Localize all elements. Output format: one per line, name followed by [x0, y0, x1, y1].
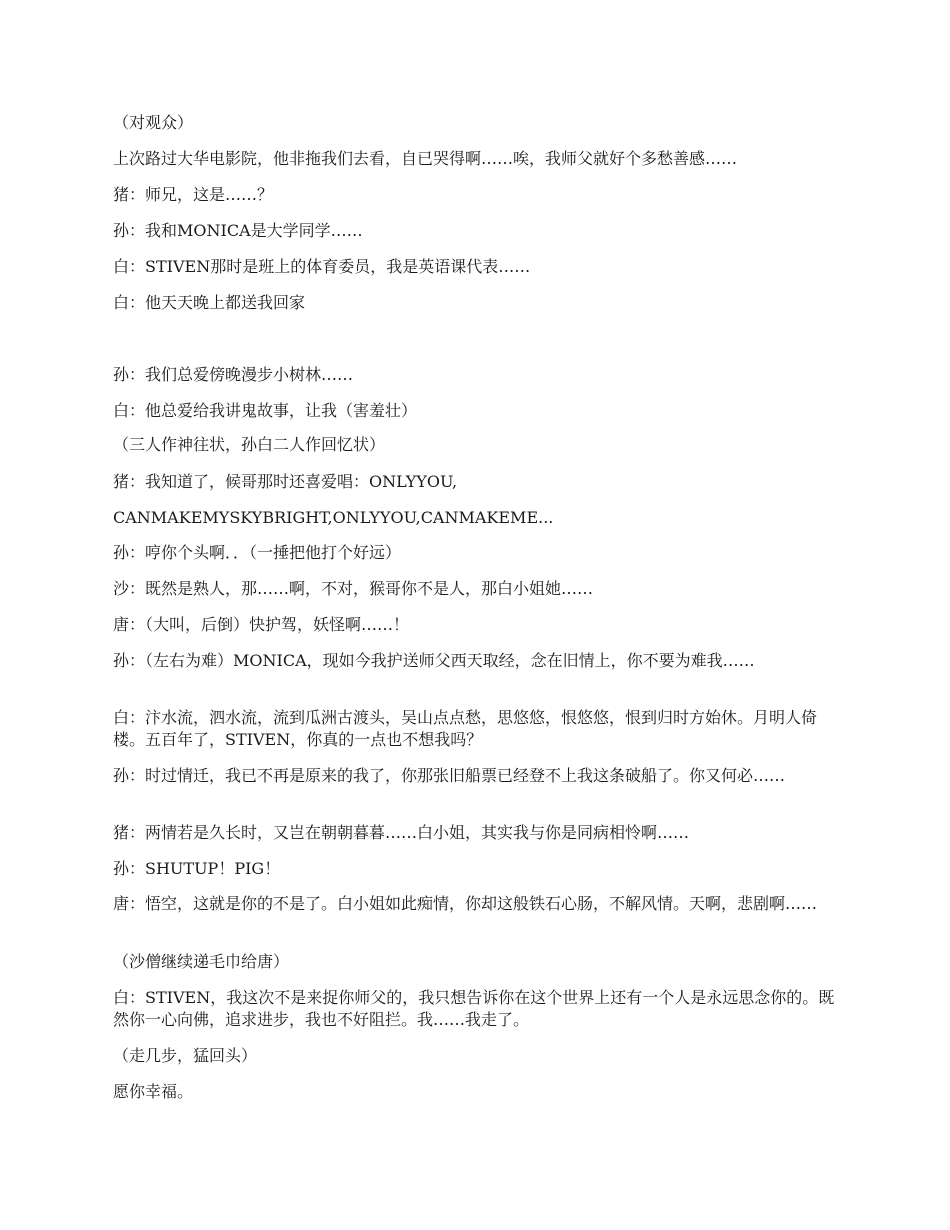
script-line: 孙：时过情迁，我已不再是原来的我了，你那张旧船票已经登不上我这条破船了。你又何必……	[113, 766, 786, 785]
stage-direction: （沙僧继续递毛巾给唐）	[113, 952, 290, 971]
script-line: CANMAKEMYSKYBRIGHT,ONLYYOU,CANMAKEME...	[113, 508, 554, 527]
script-line: 猪：两情若是久长时，又岂在朝朝暮暮……白小姐，其实我与你是同病相怜啊……	[113, 823, 690, 842]
script-line: 唐：（大叫，后倒）快护驾，妖怪啊……！	[113, 615, 410, 634]
script-line: 白：STIVEN那时是班上的体育委员，我是英语课代表……	[113, 257, 531, 276]
script-line: 白：汴水流，泗水流，流到瓜洲古渡头，吴山点点愁，思悠悠，恨悠悠，恨到归时方始休。月明人倚楼。五百年了，STIVEN，你真的一点也不想我吗？	[113, 708, 818, 749]
stage-direction: （走几步，猛回头）	[113, 1046, 258, 1065]
script-line: 孙：我和MONICA是大学同学……	[113, 221, 363, 240]
script-line: 猪：我知道了，候哥那时还喜爱唱：ONLYYOU,	[113, 472, 458, 491]
script-line: 白：他天天晚上都送我回家	[113, 293, 306, 312]
stage-direction: （三人作神往状，孙白二人作回忆状）	[113, 435, 386, 454]
script-line: 愿你幸福。	[113, 1082, 194, 1101]
script-line: 孙：我们总爱傍晚漫步小树林……	[113, 365, 354, 384]
script-line: 白：他总爱给我讲鬼故事，让我（害羞壮）	[113, 401, 418, 420]
script-line: 白：STIVEN，我这次不是来捉你师父的，我只想告诉你在这个世界上还有一个人是永远思念你的。既然你一心向佛，追求进步，我也不好阻拦。我……我走了。	[113, 988, 835, 1029]
script-line: 孙：SHUTUP！PIG！	[113, 859, 281, 878]
script-line: 孙：哼你个头啊．．（一捶把他打个好远）	[113, 543, 402, 562]
stage-direction: （对观众）	[113, 113, 194, 132]
script-line: 孙：（左右为难）MONICA，现如今我护送师父西天取经，念在旧情上，你不要为难我……	[113, 651, 755, 670]
script-line: 沙：既然是熟人，那……啊，不对，猴哥你不是人，那白小姐她……	[113, 579, 594, 598]
script-line: 猪：师兄，这是……？	[113, 185, 274, 204]
script-line: 唐：悟空，这就是你的不是了。白小姐如此痴情，你却这般铁石心肠，不解风情。天啊，悲剧啊……	[113, 894, 818, 913]
script-line: 上次路过大华电影院，他非拖我们去看，自已哭得啊……唉，我师父就好个多愁善感……	[113, 149, 738, 168]
